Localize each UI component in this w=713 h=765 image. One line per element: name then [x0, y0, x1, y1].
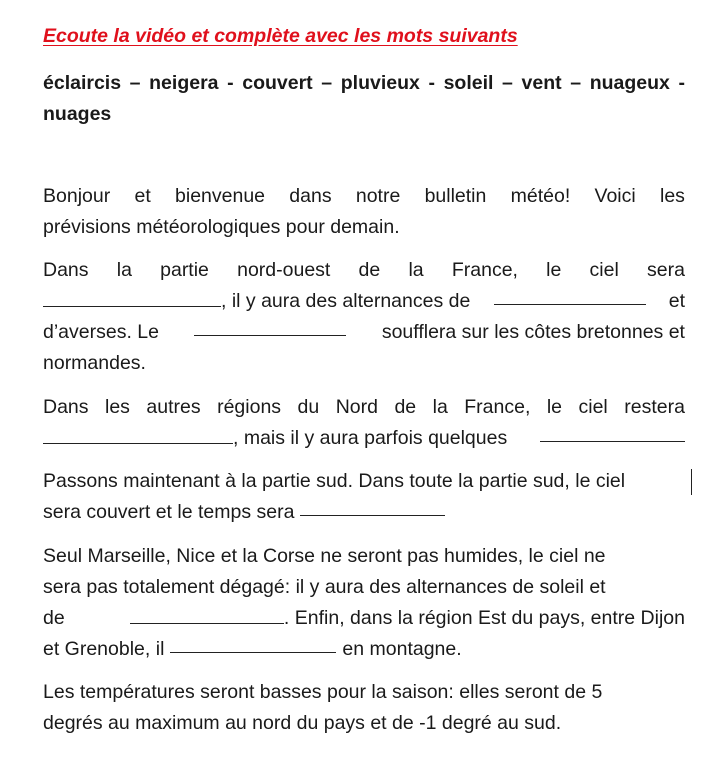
text-line: sera pas totalement dégagé: il y aura des alternances de soleil et [43, 576, 606, 598]
answer-blank[interactable] [43, 425, 233, 444]
paragraph-north-west [43, 255, 685, 379]
answer-blank[interactable] [194, 317, 346, 336]
text-line: Les températures seront basses pour la saison: elles seront de 5 [43, 681, 603, 703]
text-line: normandes. [43, 352, 146, 374]
justified-line: Dans les autres régions du Nord de la France, le ciel restera [43, 396, 685, 418]
text-line: sera couvert et le temps sera [43, 497, 685, 528]
text-line: d’averses. Le soufflera sur les côtes bretonnes et [43, 317, 685, 348]
paragraph-south-east [43, 541, 685, 665]
text-line: Passons maintenant à la partie sud. Dans toute la partie sud, le ciel [43, 470, 626, 492]
answer-blank[interactable] [540, 423, 685, 442]
text-line: prévisions météorologiques pour demain. [43, 216, 400, 238]
paragraph-temperatures [43, 677, 685, 739]
justified-line: Dans la partie nord-ouest de la France, le ciel sera [43, 259, 685, 281]
text-cursor [691, 469, 692, 495]
answer-blank[interactable] [170, 634, 336, 653]
text-line: , il y aura des alternances de et [43, 286, 685, 317]
answer-blank[interactable] [130, 605, 284, 624]
text-line: , mais il y aura parfois quelques [43, 423, 685, 454]
worksheet-title: Ecoute la vidéo et complète avec les mots suivants [43, 25, 518, 47]
paragraph-north [43, 392, 685, 454]
text-line: de . Enfin, dans la région Est du pays, entre Dijon [43, 607, 685, 629]
answer-blank[interactable] [494, 286, 646, 305]
answer-blank[interactable] [300, 497, 445, 516]
text-line: et Grenoble, il en montagne. [43, 634, 685, 665]
text-line: degrés au maximum au nord du pays et de -1 degré au sud. [43, 712, 562, 734]
paragraph-south [43, 466, 685, 528]
answer-blank[interactable] [43, 288, 221, 307]
word-bank: éclaircis – neigera - couvert – pluvieux - soleil – vent – nuageux - nuages [43, 72, 685, 125]
paragraph-intro [43, 181, 685, 243]
justified-line: Bonjour et bienvenue dans notre bulletin météo! Voici les [43, 185, 685, 207]
text-line: Seul Marseille, Nice et la Corse ne seront pas humides, le ciel ne [43, 545, 606, 567]
